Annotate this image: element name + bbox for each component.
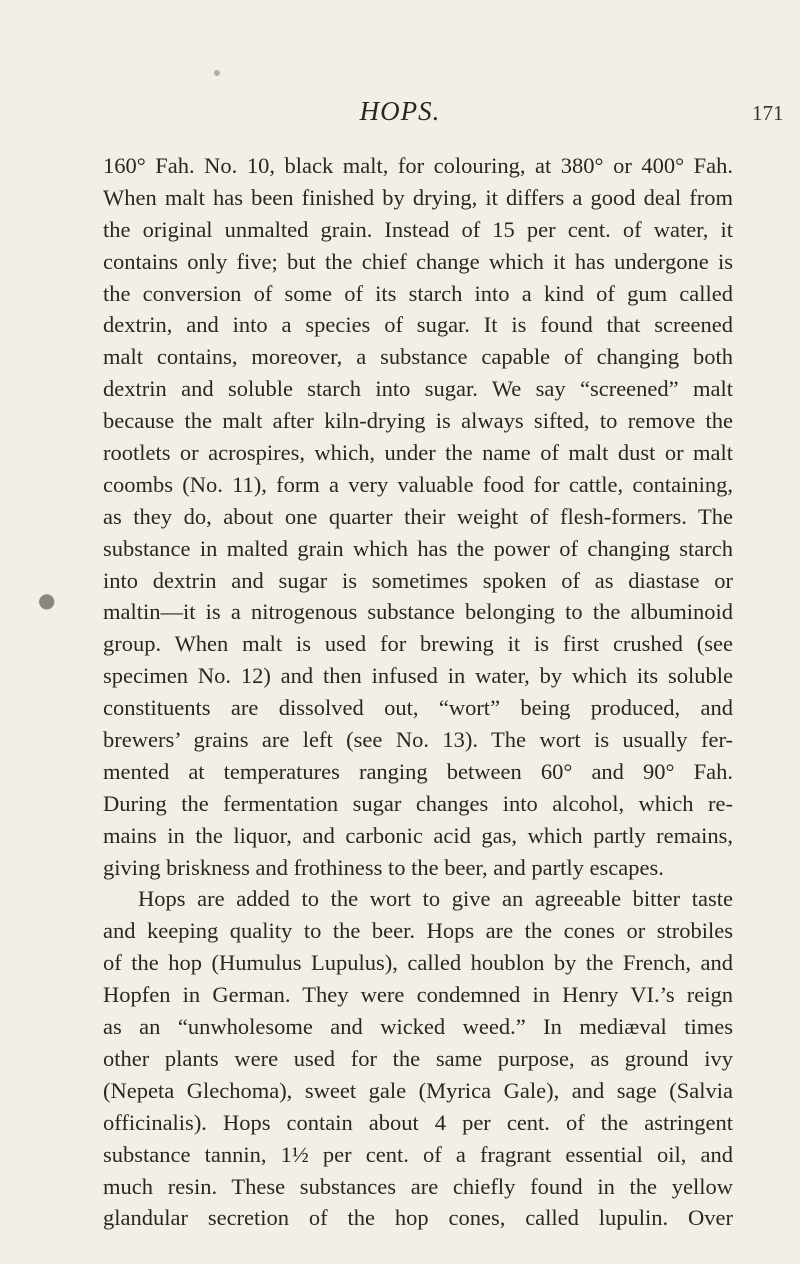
text-line: substance tannin, 1½ per cent. of a fragrant essential oil, and	[103, 1141, 733, 1167]
text-line: the original unmalted grain. Instead of 15 per cent. of water, it	[103, 216, 733, 242]
text-line: brewers’ grains are left (see No. 13). The wort is usually fer-	[103, 727, 733, 753]
text-line: substance in malted grain which has the power of changing starch	[103, 535, 733, 561]
text-line: glandular secretion of the hop cones, called lupulin. Over	[103, 1205, 733, 1231]
text-line: into dextrin and sugar is sometimes spoken of as diastase or	[103, 567, 733, 593]
text-line: contains only five; but the chief change which it has undergone is	[103, 248, 733, 274]
text-line: rootlets or acrospires, which, under the name of malt dust or malt	[103, 440, 733, 466]
text-line: much resin. These substances are chiefly found in the yellow	[103, 1173, 733, 1199]
margin-mark-icon: ●	[38, 588, 56, 612]
running-title: HOPS.	[359, 96, 441, 126]
body-text	[103, 150, 733, 1234]
text-line: (Nepeta Glechoma), sweet gale (Myrica Gale), and sage (Salvia	[103, 1077, 733, 1103]
page-number: 171	[752, 101, 784, 125]
text-line: When malt has been finished by drying, it differs a good deal from	[103, 184, 733, 210]
text-line: coombs (No. 11), form a very valuable food for cattle, containing,	[103, 471, 733, 497]
text-line: and keeping quality to the beer. Hops are the cones or strobiles	[103, 918, 733, 944]
ink-spot	[214, 70, 220, 76]
text-line: mented at temperatures ranging between 60° and 90° Fah.	[103, 758, 733, 784]
text-line: maltin—it is a nitrogenous substance belonging to the albuminoid	[103, 599, 733, 625]
text-line: 160° Fah. No. 10, black malt, for colouring, at 380° or 400° Fah.	[103, 153, 733, 178]
text-line: specimen No. 12) and then infused in water, by which its soluble	[103, 663, 733, 689]
text-line: malt contains, moreover, a substance capable of changing both	[103, 344, 733, 370]
text-line: Hops are added to the wort to give an agreeable bitter taste	[138, 886, 733, 912]
text-line: dextrin and soluble starch into sugar. We say “screened” malt	[103, 376, 733, 402]
text-line: the conversion of some of its starch into a kind of gum called	[103, 280, 733, 306]
text-line: mains in the liquor, and carbonic acid gas, which partly remains,	[103, 822, 733, 848]
text-line: Hopfen in German. They were condemned in Henry VI.’s reign	[103, 982, 733, 1008]
text-line: officinalis). Hops contain about 4 per cent. of the astringent	[103, 1109, 733, 1135]
text-line: group. When malt is used for brewing it is first crushed (see	[103, 631, 733, 657]
text-line: because the malt after kiln-drying is always sifted, to remove the	[103, 408, 733, 434]
text-line: as an “unwholesome and wicked weed.” In mediæval times	[103, 1014, 733, 1040]
text-line: of the hop (Humulus Lupulus), called houblon by the French, and	[103, 950, 733, 976]
text-line: dextrin, and into a species of sugar. It is found that screened	[103, 312, 733, 338]
text-line: constituents are dissolved out, “wort” being produced, and	[103, 695, 733, 721]
text-line: During the fermentation sugar changes into alcohol, which re-	[103, 790, 733, 816]
text-line: giving briskness and frothiness to the beer, and partly escapes.	[103, 854, 664, 880]
text-line: as they do, about one quarter their weight of flesh-formers. The	[103, 503, 733, 529]
text-line: other plants were used for the same purpose, as ground ivy	[103, 1045, 733, 1071]
